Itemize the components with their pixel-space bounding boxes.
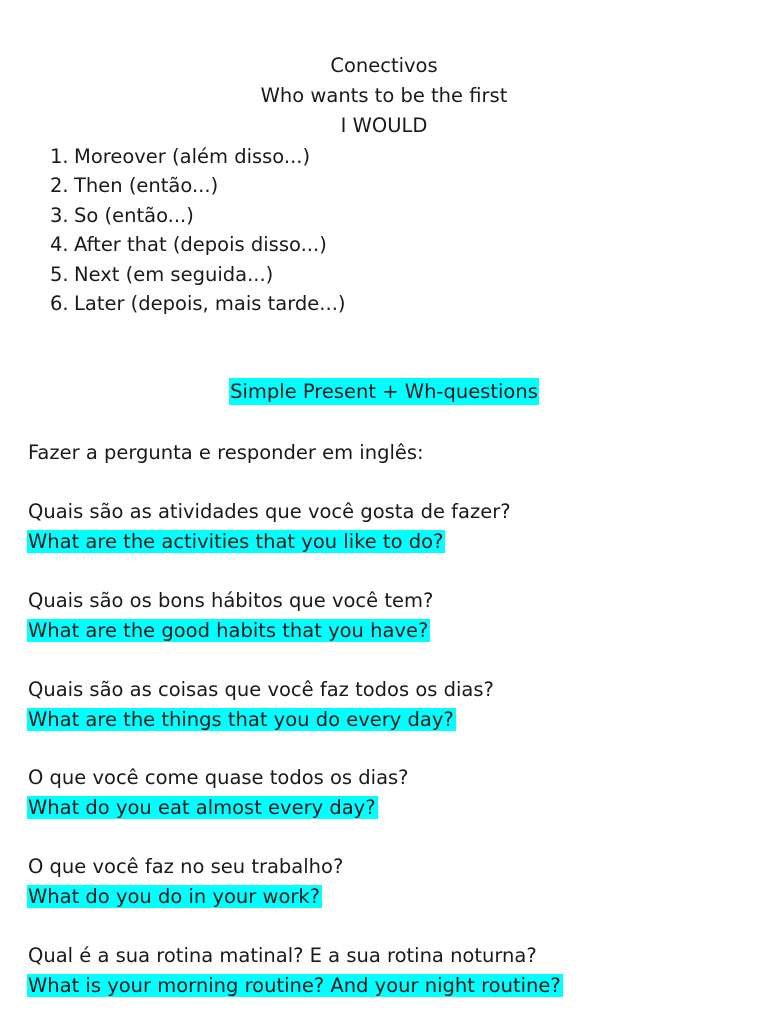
- instruction-text: Fazer a pergunta e responder em inglês:: [28, 441, 424, 464]
- question-en: What do you do in your work?: [28, 885, 321, 908]
- question-pt: Quais são as coisas que você faz todos os dias?: [28, 678, 494, 701]
- question-en: What do you eat almost every day?: [28, 796, 376, 819]
- section-title-wrap: [0, 379, 768, 405]
- question-pt: O que você faz no seu trabalho?: [28, 855, 344, 878]
- list-item: 2. Then (então...): [50, 174, 219, 198]
- document-subtitle: Who wants to be the first: [260, 84, 508, 107]
- question-en: What is your morning routine? And your night routine?: [28, 974, 561, 997]
- question-pt: O que você come quase todos os dias?: [28, 766, 409, 789]
- question-en: What are the good habits that you have?: [28, 619, 429, 642]
- answer-en-wrap: [28, 618, 430, 644]
- question-pt: Quais são os bons hábitos que você tem?: [28, 589, 434, 612]
- question-pt: Qual é a sua rotina matinal? E a sua rotina noturna?: [28, 944, 537, 967]
- section-title: Simple Present + Wh-questions: [230, 380, 538, 403]
- answer-en-wrap: [28, 529, 445, 555]
- document-answer: I WOULD: [340, 114, 428, 137]
- list-item: 4. After that (depois disso...): [50, 233, 327, 257]
- list-item: 1. Moreover (além disso...): [50, 145, 311, 168]
- connectors-list: [50, 142, 346, 318]
- question-en: What are the things that you do every day?: [28, 708, 454, 731]
- answer-en-wrap: [28, 795, 378, 821]
- answer-en-wrap: [28, 884, 322, 910]
- answer-en-wrap: [28, 973, 563, 999]
- question-en: What are the activities that you like to do?: [28, 530, 444, 553]
- document-title: Conectivos: [330, 54, 438, 77]
- answer-en-wrap: [28, 707, 456, 733]
- list-item: 3. So (então...): [50, 203, 194, 227]
- question-pt: Quais são as atividades que você gosta de fazer?: [28, 500, 511, 523]
- list-item: 5. Next (em seguida...): [50, 262, 274, 286]
- list-item: 6. Later (depois, mais tarde...): [50, 291, 346, 315]
